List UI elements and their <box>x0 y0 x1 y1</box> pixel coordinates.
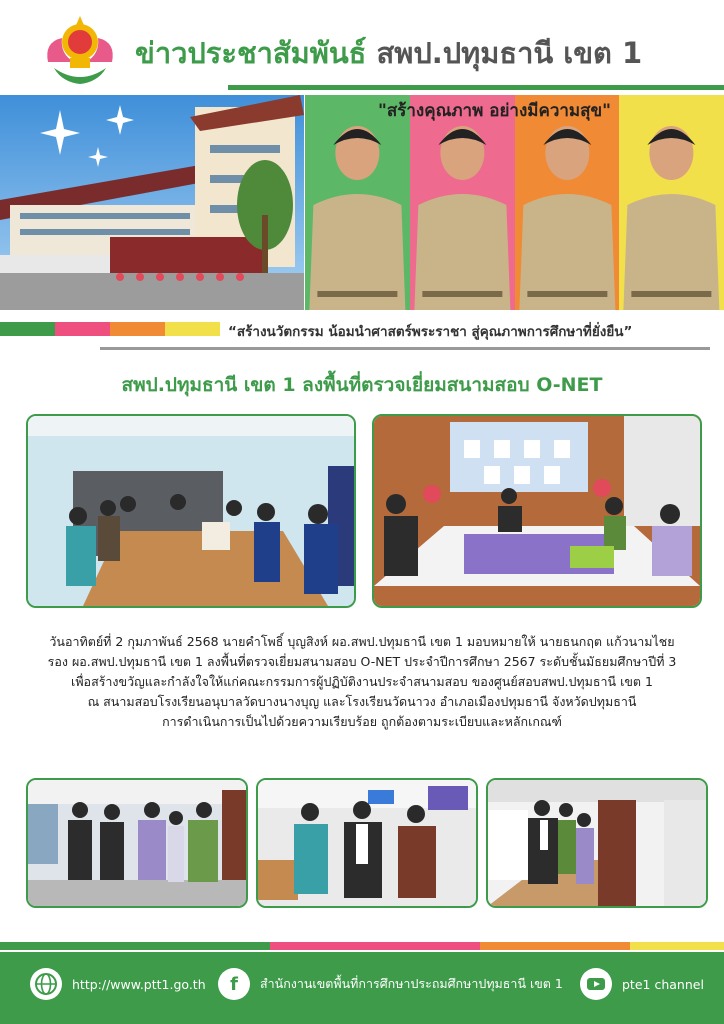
facebook-page-name: สำนักงานเขตพื้นที่การศึกษาประถมศึกษาปทุมธานี เขต 1 <box>260 976 563 991</box>
banner-slogan: "สร้างคุณภาพ อย่างมีความสุข" <box>378 101 611 121</box>
news-headline: สพป.ปทุมธานี เขต 1 ลงพื้นที่ตรวจเยี่ยมสนามสอบ O-NET <box>121 374 603 396</box>
title-news: ข่าวประชาสัมพันธ์ <box>135 36 367 70</box>
color-bar-segment <box>110 322 165 336</box>
color-bar-segment <box>0 322 55 336</box>
office-building-photo <box>0 95 304 310</box>
youtube-channel: pte1 channel <box>622 976 704 992</box>
footer-bar-segment <box>0 942 270 950</box>
color-bar <box>0 322 220 336</box>
footer-bar-segment <box>480 942 630 950</box>
body-line: วันอาทิตย์ที่ 2 กุมภาพันธ์ 2568 นายคำโพธิ์ บุญสิงห์ ผอ.สพป.ปทุมธานี เขต 1 มอบหมายให้ นายธนกฤต แก้วนามไชย <box>49 634 675 649</box>
portrait-stripe <box>305 95 410 310</box>
school-visit-photo-2 <box>256 778 478 908</box>
footer-color-bar <box>0 942 724 950</box>
slogan-underline <box>100 347 710 350</box>
page-title <box>135 30 642 76</box>
footer-bar-segment <box>630 942 724 950</box>
website-link[interactable] <box>30 968 206 1000</box>
body-line: ณ สนามสอบโรงเรียนอนุบาลวัดบางนางบุญ และโรงเรียนวัดนาวง อำเภอเมืองปทุมธานี จังหวัดปทุมธานี <box>87 694 637 709</box>
news-body <box>20 632 704 732</box>
website-url: http://www.ptt1.go.th <box>72 976 206 992</box>
portrait-stripe <box>410 95 515 310</box>
executive-portraits <box>305 95 724 310</box>
facebook-link[interactable] <box>218 968 563 1000</box>
school-visit-photo-3 <box>486 778 708 908</box>
school-visit-photo-1 <box>26 778 248 908</box>
color-bar-segment <box>55 322 110 336</box>
facebook-icon: f <box>218 968 250 1000</box>
youtube-link[interactable] <box>580 968 704 1000</box>
header-divider <box>228 85 724 90</box>
youtube-icon <box>580 968 612 1000</box>
portrait-stripe <box>515 95 620 310</box>
organization-logo <box>40 12 120 90</box>
portrait-stripe <box>619 95 724 310</box>
body-line: การดำเนินการเป็นไปด้วยความเรียบร้อย ถูกต้องตามระเบียบและหลักเกณฑ์ <box>162 714 562 729</box>
exam-committee-photo <box>372 414 702 608</box>
education-slogan: “สร้างนวัตกรรม น้อมนำศาสตร์พระราชา สู่คุณภาพการศึกษาที่ยั่งยืน” <box>228 324 633 340</box>
color-bar-segment <box>165 322 220 336</box>
title-office: สพป.ปทุมธานี เขต 1 <box>376 36 643 70</box>
footer-bar-segment <box>270 942 480 950</box>
body-line: รอง ผอ.สพป.ปทุมธานี เขต 1 ลงพื้นที่ตรวจเยี่ยมสนามสอบ O-NET ประจำปีการศึกษา 2567 ระดับชั้นมัธยมศึกษาปีที่ 3 <box>47 654 677 669</box>
meeting-room-photo <box>26 414 356 608</box>
footer <box>0 952 724 1024</box>
globe-icon <box>30 968 62 1000</box>
body-line: เพื่อสร้างขวัญและกำลังใจให้แก่คณะกรรมการผู้ปฏิบัติงานประจำสนามสอบ ของศูนย์สอบสพป.ปทุมธานี เขต 1 <box>71 674 653 689</box>
